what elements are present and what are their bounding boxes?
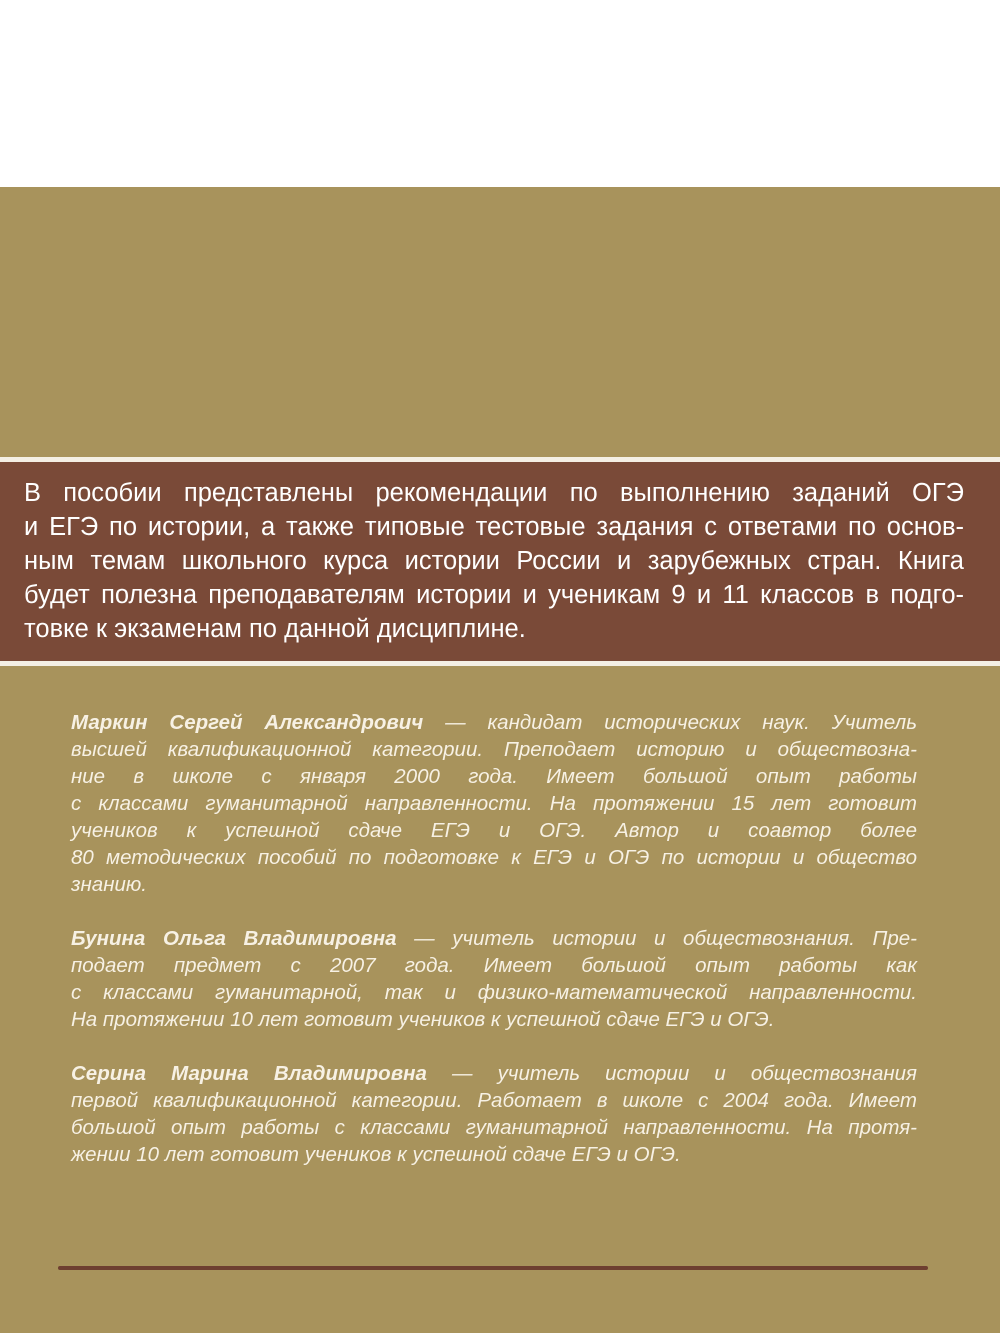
annotation-line: и ЕГЭ по истории, а также типовые тестовые задания с ответами по основ- <box>24 513 964 541</box>
author-bio-line: учеников к успешной сдаче ЕГЭ и ОГЭ. Автор и соавтор более <box>71 819 917 842</box>
author-bio-markin <box>71 709 917 898</box>
author-bio-first-line <box>71 1060 917 1087</box>
annotation-line: товке к экзаменам по данной дисциплине. <box>24 615 526 643</box>
author-bio-text: — кандидат исторических наук. Учитель <box>423 711 917 734</box>
author-bio-line: подает предмет с 2007 года. Имеет большой опыт работы как <box>71 954 917 977</box>
author-bio-serina <box>71 1060 917 1168</box>
author-bio-first-line <box>71 925 917 952</box>
author-bio-text: — учитель истории и обществознания. Пре- <box>396 927 917 950</box>
author-bio-line: большой опыт работы с классами гуманитарной направленности. На протя- <box>71 1116 917 1139</box>
author-bio-line: 80 методических пособий по подготовке к ЕГЭ и ОГЭ по истории и общество <box>71 846 917 869</box>
author-bio-line: с классами гуманитарной направленности. На протяжении 15 лет готовит <box>71 792 917 815</box>
bottom-rule <box>58 1266 928 1270</box>
author-name: Бунина Ольга Владимировна <box>71 927 397 950</box>
author-bio-line: На протяжении 10 лет готовит учеников к успешной сдаче ЕГЭ и ОГЭ. <box>71 1008 775 1031</box>
author-bio-line: с классами гуманитарной, так и физико-математической направленности. <box>71 981 917 1004</box>
author-bio-line: высшей квалификационной категории. Преподает историю и обществозна- <box>71 738 917 761</box>
author-bio-first-line <box>71 709 917 736</box>
annotation-text <box>24 476 964 646</box>
annotation-line: В пособии представлены рекомендации по выполнению заданий ОГЭ <box>24 479 964 507</box>
author-name: Серина Марина Владимировна <box>71 1062 427 1085</box>
annotation-line: будет полезна преподавателям истории и ученикам 9 и 11 классов в подго- <box>24 581 964 609</box>
authors-section <box>71 709 917 1195</box>
author-bio-line: знанию. <box>71 873 148 896</box>
top-white-area <box>0 0 1000 187</box>
divider-line-bottom <box>0 661 1000 666</box>
author-bio-line: первой квалификационной категории. Работает в школе с 2004 года. Имеет <box>71 1089 917 1112</box>
author-bio-bunina <box>71 925 917 1033</box>
annotation-line: ным темам школьного курса истории России и зарубежных стран. Книга <box>24 547 964 575</box>
author-name: Маркин Сергей Александрович <box>71 711 424 734</box>
author-bio-line: жении 10 лет готовит учеников к успешной сдаче ЕГЭ и ОГЭ. <box>71 1143 681 1166</box>
author-bio-text: — учитель истории и обществознания <box>426 1062 917 1085</box>
author-bio-line: ние в школе с января 2000 года. Имеет большой опыт работы <box>71 765 917 788</box>
